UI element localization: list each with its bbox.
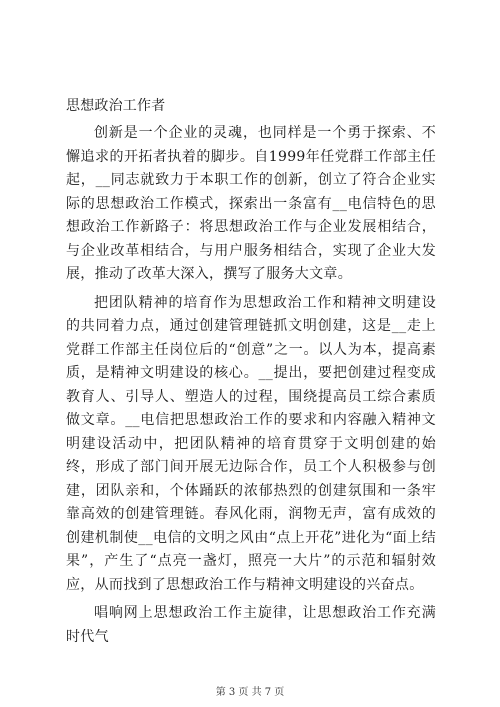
paragraph-team-spirit: 把团队精神的培育作为思想政治工作和精神文明建设的共同着力点，通过创建管理链抓文明创建，这是__走上党群工作部主任岗位后的“创意”之一。以人为本，提高素质，是精神文明建设的核心。__提出，要把创建过程变成教育人、引导人、塑造人的过程，围绕提高员工综合素质做文章。__电信把思想政治工作的要求和内容融入精神文明建设活动中，把团队精神的培育贯穿于文明创建的始终，形成了部门间开展无边际合作，员工个人积极参与创建，团队亲和，个体踊跃的浓郁热烈的创建氛围和一条牢靠高效的创建管理链。春风化雨，润物无声，富有成效的创建机制使__电信的文明之风由“点上开花”进化为“面上结果”，产生了“点亮一盏灯，照亮一大片”的示范和辐射效应，从而找到了思想政治工作与精神文明建设的兴奋点。 [66,294,436,593]
page-number-footer: 第 3 页 共 7 页 [215,687,285,698]
paragraph-online-work: 唱响网上思想政治工作主旋律，让思想政治工作充满时代气 [66,605,436,645]
section-heading: 思想政治工作者 [66,98,166,114]
document-body [66,95,436,654]
paragraph-innovation: 创新是一个企业的灵魂，也同样是一个勇于探索、不懈追求的开拓者执着的脚步。自1999年任党群工作部主任起，__同志就致力于本职工作的创新，创立了符合企业实际的思想政治工作模式，探索出一条富有__电信特色的思想政治工作新路子：将思想政治工作与企业发展相结合，与企业改革相结合，与用户服务相结合，实现了企业大发展，推动了改革大深入，撰写了服务大文章。 [66,125,436,282]
